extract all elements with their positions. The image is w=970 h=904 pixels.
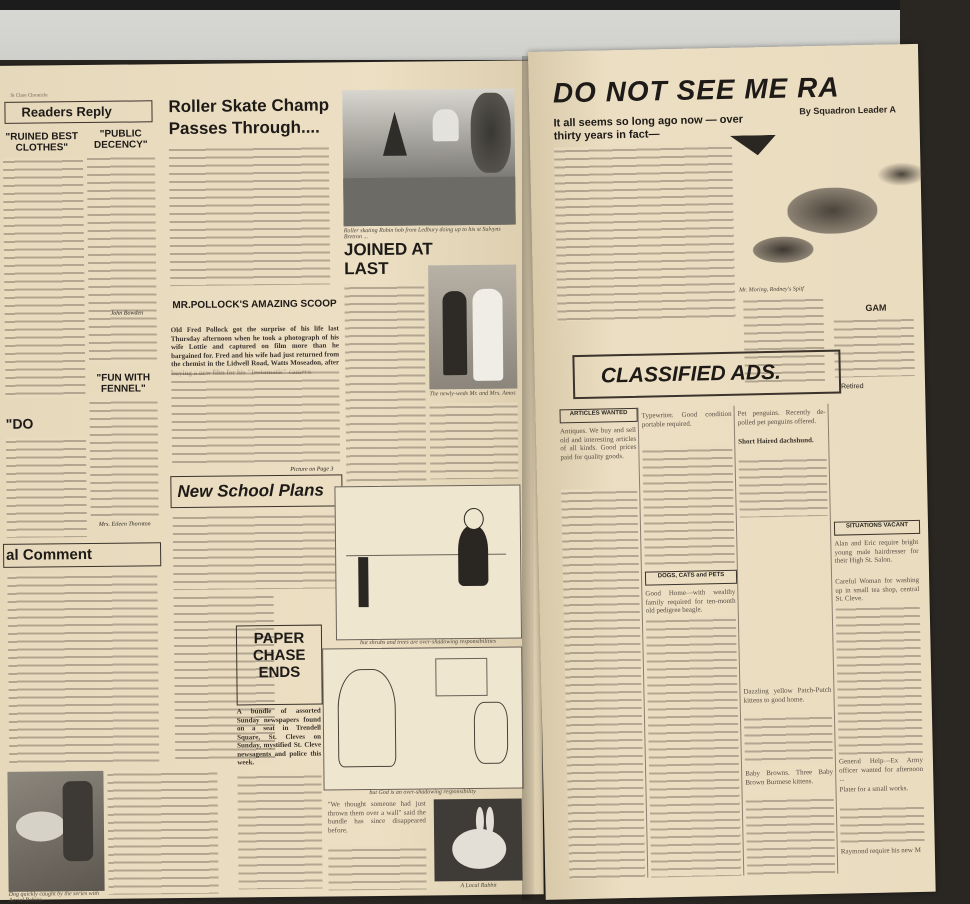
situations-vacant-box xyxy=(834,520,920,536)
classified-column-3b xyxy=(744,714,833,766)
letter-signature-2: Mrs. Eileen Thornton xyxy=(98,521,151,528)
right-intro: It all seems so long ago now — over thirty years in fact— xyxy=(553,113,744,143)
spitfire-illustration xyxy=(726,122,930,296)
letter-headline-ruined: "RUINED BEST CLOTHES" xyxy=(5,131,79,154)
letter-text-column-3 xyxy=(89,398,158,519)
paper-chase-lead: A bundle of assorted Sunday newspapers found on a seat in Trendell Square, St. Cleves on Sunday, mystified St. Cleve newsagents and police this week. xyxy=(236,706,322,767)
letter-text-column-1 xyxy=(3,157,86,398)
dog-photo xyxy=(7,771,104,892)
right-feature-text-3 xyxy=(834,316,915,378)
articles-wanted-box xyxy=(559,408,637,424)
ad-plater: Plater for a small works. xyxy=(839,784,909,794)
classified-column-1 xyxy=(561,488,645,880)
right-byline: By Squadron Leader A xyxy=(799,104,897,117)
cartoon-top-caption: but shrubs and trees are over-shadowing responsibilities xyxy=(360,638,497,647)
ad-raymond: Raymond require his new M xyxy=(840,845,921,856)
rabbit-photo xyxy=(434,798,523,881)
wedding-photo xyxy=(428,265,517,390)
local-comment-heading: al Comment xyxy=(6,545,93,564)
rabbit-caption: A Local Rabbit xyxy=(460,882,497,890)
paper-chase-text xyxy=(237,773,322,890)
roller-skate-photo xyxy=(342,89,515,227)
paper-chase-box xyxy=(236,625,323,706)
classified-column-4b xyxy=(840,804,925,846)
ad-antiques: Antiques. We buy and sell old and interesting articles of all kinds. Good prices paid for quality goods. xyxy=(559,425,637,461)
pollock-lead: Old Fred Pollock got the surprise of his life last Thursday afternoon when he took a photograph of his wife Lottie and captured on film more than he bargained for. Fred and his wife had just returned from the chemist in the Lidwell Road, Watts Moseadon, after xyxy=(170,324,340,369)
classified-title: CLASSIFIED ADS. xyxy=(600,360,782,388)
classified-column-2b xyxy=(646,616,741,878)
letter-headline-fennel: "FUN WITH FENNEL" xyxy=(96,372,151,395)
local-comment-box xyxy=(3,542,161,568)
classified-column-3a xyxy=(739,456,828,518)
pollock-headline: MR.POLLOCK'S AMAZING SCOOP xyxy=(172,298,337,312)
cartoon-top xyxy=(334,484,522,640)
ad-typewriter: Typewriter. Good condition portable required. xyxy=(641,409,732,429)
right-page xyxy=(528,44,936,900)
dog-caption: Dog quickly caught by the series with Aerial Robins xyxy=(8,890,100,904)
mystery-quote: "We thought someone had just thrown them over a wall" said the bundle has since disappeared before. xyxy=(327,799,426,835)
articles-wanted-heading: ARTICLES WANTED xyxy=(569,409,628,418)
plane-caption: Mr. Moring, Rodney's Spitf xyxy=(738,286,804,294)
classified-column-4a xyxy=(836,604,923,756)
letter-text-column-2 xyxy=(87,154,157,365)
joined-text-2 xyxy=(430,402,519,479)
ad-pet-penguins: Pet penguins. Recently de-polled pet penguins offered. xyxy=(737,407,826,427)
readers-reply-heading: Readers Reply xyxy=(21,103,112,120)
letter-headline-do: "DO xyxy=(5,415,34,432)
pollock-text xyxy=(171,368,340,466)
letter-signature-1: John Bowden xyxy=(110,310,144,317)
running-head: St Clare Chronicle xyxy=(10,93,48,99)
joined-text xyxy=(344,283,426,484)
joined-headline: JOINED AT LAST xyxy=(343,239,433,279)
roller-skate-text xyxy=(169,144,330,286)
dogs-cats-box xyxy=(645,570,737,586)
side-fragment-gam: GAM xyxy=(865,302,887,313)
school-plans-box xyxy=(170,474,342,508)
cartoon-bottom-caption: but God is an over-shadowing responsibility xyxy=(369,788,476,797)
bottom-text-column xyxy=(107,770,218,895)
ad-general-help: General Help—Ex Army officer wanted for afternoon ... xyxy=(838,755,924,783)
ad-good-home: Good Home—with wealthy family required for ten-month old pedigree beagle. xyxy=(645,587,736,615)
ad-careful-woman: Careful Woman for washing up in small tea shop, central St. Cleve. xyxy=(835,575,920,603)
pollock-continued: Picture on Page 3 xyxy=(290,466,334,473)
cartoon-bottom xyxy=(322,646,523,790)
roller-skate-caption: Roller skating Robin hob from Ledbury doing up to his st Sulvyns Bretron ... xyxy=(343,226,501,241)
dogs-cats-heading: DOGS, CATS and PETS xyxy=(657,572,725,580)
wedding-caption: The newly-weds Mr. and Mrs. Amos xyxy=(429,390,516,398)
classified-column-3c xyxy=(746,796,836,876)
ad-baby-browns: Baby Browns. Three Baby Brown Burmese kittens. xyxy=(745,767,834,787)
roller-skate-headline: Roller Skate Champ Passes Through.... xyxy=(168,95,330,139)
side-fragment-retired: Retired xyxy=(841,383,864,391)
paper-chase-headline: PAPER CHASE ENDS xyxy=(252,629,306,682)
situations-vacant-heading: SITUATIONS VACANT xyxy=(845,522,909,530)
mystery-text xyxy=(328,845,426,890)
school-plans-text xyxy=(173,512,342,590)
classified-column-2a xyxy=(642,446,734,568)
right-feature-text xyxy=(554,144,736,322)
school-plans-headline: New School Plans xyxy=(177,480,324,502)
letter-headline-public-decency: "PUBLIC DECENCY" xyxy=(93,128,148,151)
ad-dazzling: Dazzling yellow Patch-Putch kittens to good home. xyxy=(743,685,832,705)
letter-text-column-4 xyxy=(6,437,87,538)
comment-text xyxy=(7,572,159,764)
ad-alan-eric: Alan and Eric require bright young male hairdresser for their High St. Salon. xyxy=(834,537,919,565)
ad-short-haired: Short Haired dachshund. xyxy=(738,436,814,446)
readers-reply-box xyxy=(4,100,152,124)
left-page xyxy=(0,60,544,904)
right-headline: DO NOT SEE ME RA xyxy=(552,71,840,109)
classified-box xyxy=(572,350,841,400)
